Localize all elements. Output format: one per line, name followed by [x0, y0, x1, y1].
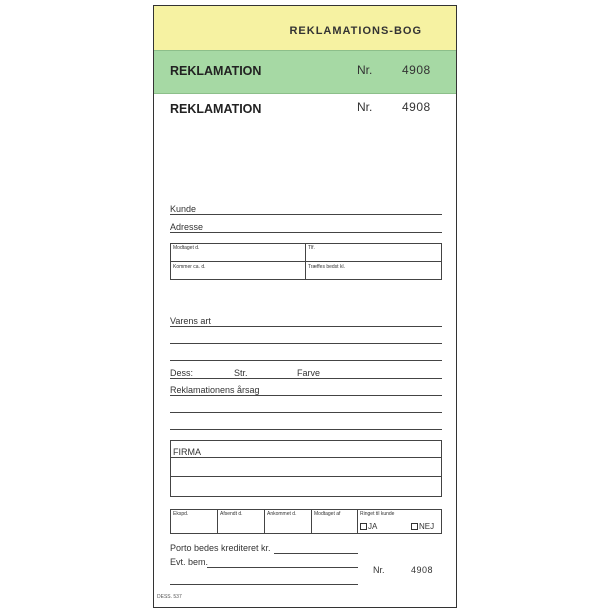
- varens-art-label: Varens art: [170, 316, 211, 326]
- form-title: REKLAMATION: [170, 102, 262, 116]
- str-label: Str.: [234, 368, 248, 378]
- kunde-label: Kunde: [170, 204, 197, 214]
- varens-art-line-3[interactable]: [170, 360, 442, 361]
- form-nr-label: Nr.: [357, 100, 373, 114]
- shipping-divider-1: [217, 509, 218, 534]
- shipping-divider-3: [311, 509, 312, 534]
- adresse-label: Adresse: [170, 222, 204, 232]
- evt-bem-line-2[interactable]: [170, 584, 358, 585]
- footer-number: 4908: [411, 565, 434, 575]
- shipping-row: [170, 509, 442, 534]
- copy-title: REKLAMATION: [170, 64, 262, 78]
- firma-line-1: [170, 457, 442, 458]
- afsendt-label: Afsendt d.: [220, 511, 243, 517]
- ringet-label: Ringet til kunde: [360, 511, 395, 517]
- reklamation-form: [153, 5, 457, 608]
- dess-code: DESS. 537: [157, 594, 182, 600]
- aarsag-line-2[interactable]: [170, 412, 442, 413]
- nej-checkbox[interactable]: [411, 522, 434, 531]
- copy-nr-label: Nr.: [357, 63, 373, 77]
- traeffes-label: Træffes bedst kl.: [308, 264, 345, 270]
- varens-art-field[interactable]: [170, 326, 442, 327]
- kommer-label: Kommer ca. d.: [173, 264, 206, 270]
- aarsag-line-3[interactable]: [170, 429, 442, 430]
- firma-label: FIRMA: [173, 447, 201, 457]
- ja-checkbox[interactable]: [360, 522, 377, 531]
- firma-box[interactable]: [170, 440, 442, 497]
- shipping-divider-4: [357, 509, 358, 534]
- ja-checkbox-icon[interactable]: [360, 523, 367, 530]
- farve-label: Farve: [297, 368, 321, 378]
- ankommet-label: Ankommet d.: [267, 511, 297, 517]
- nej-checkbox-icon[interactable]: [411, 523, 418, 530]
- evt-bem-label: Evt. bem.: [170, 557, 209, 567]
- adresse-field[interactable]: [170, 232, 442, 233]
- nej-label: NEJ: [419, 522, 435, 531]
- kunde-field[interactable]: [170, 214, 442, 215]
- porto-label: Porto bedes krediteret kr.: [170, 543, 271, 553]
- varens-art-line-2[interactable]: [170, 343, 442, 344]
- porto-field[interactable]: [274, 553, 358, 554]
- modtaget-af-label: Modtaget af: [314, 511, 341, 517]
- shipping-divider-2: [264, 509, 265, 534]
- modtaget-label: Modtaget d.: [173, 245, 200, 251]
- aarsag-label: Reklamationens årsag: [170, 385, 260, 395]
- footer-nr-label: Nr.: [373, 565, 385, 575]
- ekspd-label: Ekspd.: [173, 511, 189, 517]
- book-title: REKLAMATIONS-BOG: [289, 25, 422, 37]
- form-number: 4908: [402, 100, 431, 114]
- grid-col-divider: [305, 243, 306, 280]
- evt-bem-field[interactable]: [207, 567, 358, 568]
- firma-line-2: [170, 476, 442, 477]
- dess-label: Dess:: [170, 368, 194, 378]
- dess-str-farve-field[interactable]: [170, 378, 442, 379]
- grid-row-divider: [170, 261, 442, 262]
- aarsag-field[interactable]: [170, 395, 442, 396]
- copy-number: 4908: [402, 63, 431, 77]
- tlf-label: Tlf.: [308, 245, 315, 251]
- ja-label: JA: [368, 522, 378, 531]
